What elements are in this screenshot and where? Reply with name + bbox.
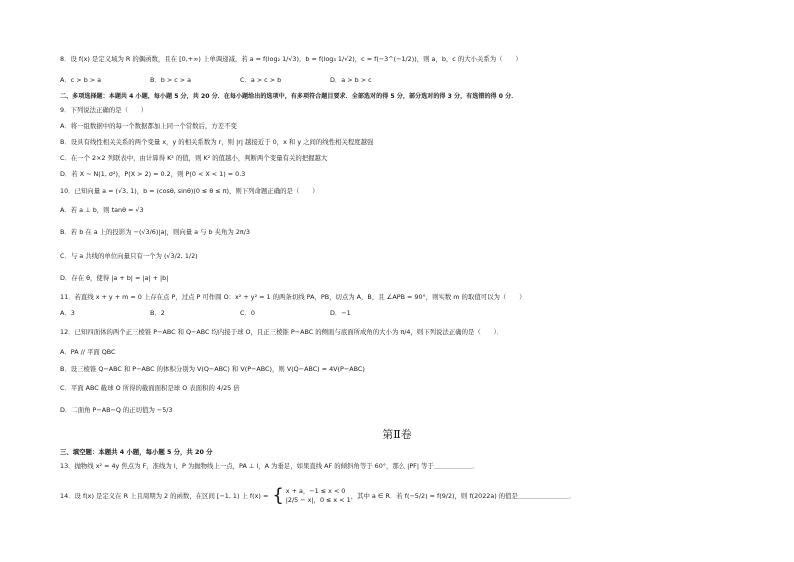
q10-option-a: A．若 a ⊥ b，则 tanθ = √3 <box>60 206 144 214</box>
q10-option-c: C．与 a 共线的单位向量只有一个为 (√3/2, 1/2) <box>60 252 198 260</box>
section-2-heading: 二、多项选择题：本题共 4 小题，每小题 5 分，共 20 分．在每小题给出的选项中，有多项符合题目要求．全部选对的得 5 分，部分选对的得 3 分，有选错的得 0 分． <box>60 93 518 100</box>
q8-option-a: A．c > b > a <box>60 76 102 84</box>
q8-option-b: B．b > c > a <box>150 76 192 84</box>
q8-option-d: D．a > b > c <box>330 76 372 84</box>
q12-stem: 12．已知四面体的两个正三棱锥 P−ABC 和 Q−ABC 均内接于球 O，且正三棱锥 P−ABC 的侧面与底面所成角的大小为 π/4，则下列说法正确的是（ ）． <box>60 328 504 336</box>
q11-option-a: A．3 <box>60 309 75 317</box>
q9-option-b: B．设具有线性相关关系的两个变量 x，y 的相关系数为 r，则 |r| 越接近于 0，x 和 y 之间的线性相关程度越强 <box>60 138 374 146</box>
q14-suffix: ，其中 a ∈ R．若 f(−5/2) = f(9/2)，则 f(2022a) 的值是＿＿＿＿＿＿＿＿． <box>350 491 576 500</box>
section-3-heading: 三、填空题：本题共 4 小题，每小题 5 分，共 20 分 <box>60 448 213 456</box>
q10-option-d: D．存在 θ，使得 |a + b| = |a| + |b| <box>60 274 169 282</box>
volume-title: 第Ⅱ卷 <box>382 428 412 441</box>
q14-cases <box>286 487 351 505</box>
q14-stem <box>60 487 575 505</box>
q10-stem: 10．已知向量 a = (√3, 1)，b = (cosθ, sinθ)(0 ≤ θ ≤ π)，则下列命题正确的是（ ） <box>60 187 319 195</box>
q8-option-c: C．a > c > b <box>240 76 282 84</box>
q11-option-d: D．−1 <box>330 309 351 317</box>
q9-option-c: C．在一个 2×2 列联表中，由计算得 K² 的值，则 K² 的值越小，判断两个变量有关的把握越大 <box>60 154 328 162</box>
q14-prefix: 14．设 f(x) 是定义在 R 上且周期为 2 的函数，在区间 [−1, 1) 上 f(x) = <box>60 491 269 500</box>
q14-brace: { <box>272 485 284 506</box>
q14-case-1: x + a，−1 ≤ x < 0 <box>285 487 346 495</box>
q8-stem: 8．设 f(x) 是定义域为 R 的偶函数，且在 [0,+∞) 上单调递减，若 a = f(log₂ 1/√3)，b = f(log₃ 1/√2)，c = f(−3^(−1/2))，则 a，b，c 的大小关系为（ ） <box>60 55 522 63</box>
q9-stem: 9．下列说法正确的是（ ） <box>60 106 148 114</box>
q9-option-a: A．将一组数据中的每一个数据都加上同一个常数后，方差不变 <box>60 122 237 130</box>
q12-option-c: C．平面 ABC 截球 O 所得的截面面积是球 O 表面积的 4/25 倍 <box>60 384 240 392</box>
q10-option-b: B．若 b 在 a 上的投影为 −(√3/6)|a|，则向量 a 与 b 夹角为 2π/3 <box>60 228 250 236</box>
q12-option-b: B．设三棱锥 Q−ABC 和 P−ABC 的体积分别为 V(Q−ABC) 和 V(P−ABC)，则 V(Q−ABC) = 4V(P−ABC) <box>60 365 365 373</box>
q14-case-2: |2/5 − x|，0 ≤ x < 1 <box>285 496 351 504</box>
q12-option-d: D．二面角 P−AB−Q 的正切值为 −5/3 <box>60 406 173 414</box>
q11-option-b: B．2 <box>150 309 165 317</box>
q13-stem: 13．抛物线 x² = 4y 焦点为 F，准线为 l，P 为抛物线上一点，PA ⊥ l，A 为垂足，如果直线 AF 的倾斜角等于 60°，那么 |PF| 等于＿＿＿＿＿＿． <box>60 462 479 470</box>
q11-stem: 11．若直线 x + y + m = 0 上存在点 P，过点 P 可作圆 O：x² + y² = 1 的两条切线 PA，PB，切点为 A，B，且 ∠APB = 90°，则实数 m 的取值可以为（ ） <box>60 293 526 301</box>
q11-option-c: C．0 <box>240 309 255 317</box>
q12-option-a: A．PA // 平面 QBC <box>60 348 116 356</box>
q9-option-d: D．若 X ~ N(1, σ²)，P(X > 2) = 0.2，则 P(0 < X < 1) = 0.3 <box>60 170 246 178</box>
